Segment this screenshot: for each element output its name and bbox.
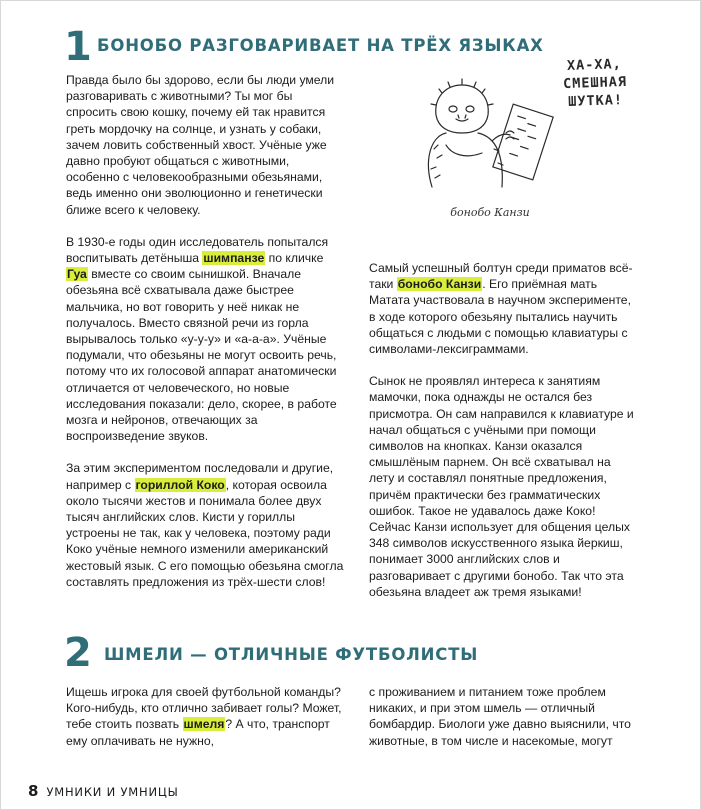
running-title: УМНИКИ И УМНИЦЫ [46,785,179,799]
highlight-gua: Гуа [67,267,87,282]
bonobo-illustration [406,75,556,198]
section-1-number: 1 [64,24,92,70]
section-1-paragraph-2: В 1930-е годы один исследователь попытался воспитывать детёныша шимпанзе по кличке Гуа вместе со своим сынишкой. Вначале обезьяна всё схватывала даже быстрее мальчика, но вот говорить у неё никак не получалось. Вместо связной речи из горла вырывалось только «у-у-у» и «а-а-а». Учёные подумали, что обезьяны не могут освоить речь, потому что их голосовой аппарат анатомически отличается от человеческого, но новые исследования показали: дело, скорее, в работе мозга и нейронов, отвечающих за воспроизведение звуков. [66,234,337,444]
section-2-number: 2 [64,630,92,676]
section-1-paragraph-1: Правда было бы здорово, если бы люди умели разговаривать с животными? Ты мог бы спросить свою кошку, почему ей так нравится греть мордочку на солнце, и узнать у собаки, зачем ловить собственный хвост. Учёные уже давно пробуют общаться с животными, особенно с человекообразными обезьянами, ведь именно они эволюционно и генетически ближе всего к человеку. [66,73,335,217]
highlight-bonobo-kanzi: бонобо Канзи [397,277,482,292]
section-1-title: БОНОБО РАЗГОВАРИВАЕТ НА ТРЁХ ЯЗЫКАХ [97,36,544,55]
section-2-right-column [369,684,637,749]
section-1-paragraph-3: За этим экспериментом последовали и другие, например с гориллой Коко, которая освоила около тысячи жестов и понимала более двух тысяч английских слов. Кисти у гориллы устроены не так, как у человека, поэтому ради Коко учёные немного изменили американский жестовый язык. С его помощью обезьяна смогла составлять предложения из трёх-шести слов! [66,461,344,589]
page-number: 8 [28,782,39,800]
speech-line-3: ШУТКА! [567,92,624,110]
highlight-bumblebee: шмеля [183,717,225,732]
section-2-paragraph-1: Ищешь игрока для своей футбольной команды? Кого-нибудь, кто отлично забивает голы? Может, тебе стоить позвать шмеля? А что, транспорт ему оплачивать не нужно, [66,685,342,748]
section-2-title: ШМЕЛИ — ОТЛИЧНЫЕ ФУТБОЛИСТЫ [104,645,479,664]
speech-bubble [534,54,656,112]
section-1-paragraph-4: Самый успешный болтун среди приматов всё-таки бонобо Канзи. Его приёмная мать Матата участвовала в научном эксперименте, в ходе которого обезьяну пытались научить общаться с людьми с помощью клавиатуры с символами-лексиграммами. [369,261,633,357]
page-footer [28,782,179,800]
speech-line-1: ХА-ХА, [566,56,623,74]
speech-line-2: СМЕШНАЯ [562,73,628,93]
section-1-right-column [369,260,637,600]
illustration-caption: бонобо Канзи [450,206,530,219]
section-1-left-column [66,72,346,590]
bonobo-icon [406,75,556,193]
highlight-gorilla-koko: гориллой Коко [135,477,225,492]
section-1-paragraph-5: Сынок не проявлял интереса к занятиям мамочки, пока однажды не остался без присмотра. Он сам направился к клавиатуре и начал общаться с учёными при помощи символов на кнопках. Канзи оказался смышлёным парнем. Он всё схватывал на лету и составлял понятные предложения, причём практически без грамматических ошибок. Такое не удавалось даже Коко! Сейчас Канзи использует для общения целых 348 символов искусственного языка йеркиш, понимает 3000 английских слов и разговаривает с другими бонобо. Так что эта обезьяна владеет аж тремя языками! [369,374,634,599]
highlight-chimpanzee: шимпанзе [203,251,265,266]
section-2-left-column [66,684,344,749]
section-2-paragraph-2: с проживанием и питанием тоже проблем никаких, и при этом шмель — отличный бомбардир. Биологи уже давно выяснили, что животные, в том числе и насекомые, могут [369,685,631,748]
